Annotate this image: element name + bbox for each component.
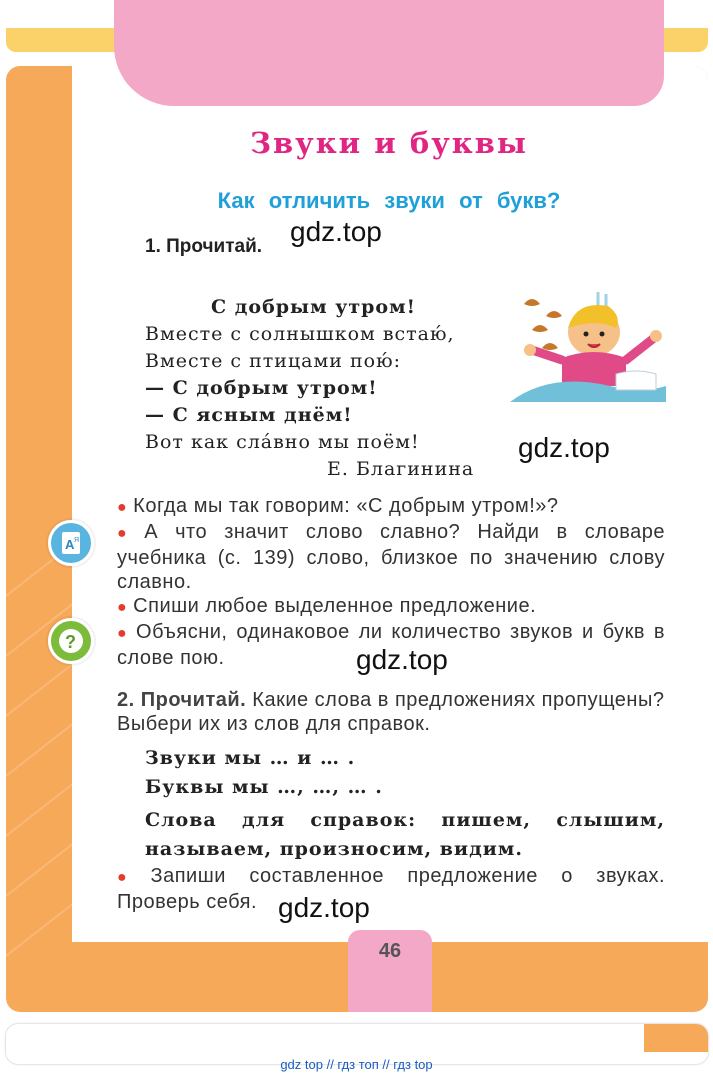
task1-label: 1. Прочитай. xyxy=(145,236,263,257)
poem xyxy=(145,294,505,483)
task2-intro xyxy=(117,688,665,736)
page-number: 46 xyxy=(378,940,402,962)
poem-line: Вот как сла́вно мы поём! xyxy=(145,431,420,453)
bullet-item: ● Объясни, одинаковое ли количество звуков и букв в слове пою. xyxy=(117,621,665,669)
poem-line: — С добрым утром! xyxy=(145,377,378,399)
boy-waking-illustration xyxy=(506,290,666,402)
bullet-item: ● А что значит слово славно? Найди в словаре учебника (с. 139) слово, близкое по значению слову славно. xyxy=(117,521,666,593)
watermark: gdz.top xyxy=(356,644,448,675)
watermark: gdz.top xyxy=(290,216,382,247)
bullet-item: ● Спиши любое выделенное предложение. xyxy=(117,595,537,617)
poem-author: Е. Благинина xyxy=(327,458,475,480)
svg-text:?: ? xyxy=(65,632,76,652)
task2-sentences xyxy=(145,744,665,864)
svg-text:Я: Я xyxy=(74,537,80,544)
bullet-item: ● Когда мы так говорим: «С добрым утром!»? xyxy=(117,495,559,517)
task2-bullet: ● Запиши составленное предложение о звуках. Проверь себя. xyxy=(117,865,666,913)
watermark: gdz.top xyxy=(518,432,610,463)
poem-line: Вместе с солнышком встаю́, xyxy=(145,323,455,345)
question-icon xyxy=(48,618,94,664)
dictionary-icon xyxy=(48,520,94,566)
bottom-banner[interactable]: gdz top // гдз топ // гдз top xyxy=(280,1057,433,1072)
page-title: Звуки и буквы xyxy=(250,126,528,160)
poem-line: Вместе с птицами пою́: xyxy=(145,350,402,372)
task2-label: 2. Прочитай. xyxy=(117,689,247,711)
watermark: gdz.top xyxy=(278,892,370,923)
reference-words: Слова для справок: пишем, слышим, называем, произносим, видим. xyxy=(145,809,665,860)
poem-line: — С ясным днём! xyxy=(145,404,353,426)
next-page-corner xyxy=(644,1024,708,1052)
header-band xyxy=(114,0,664,106)
task2-intro-text: Какие слова в предложениях пропущены? Выбери их из слов для справок. xyxy=(117,689,665,735)
sentence-line: Буквы мы …, …, … . xyxy=(145,776,383,798)
svg-text:A: A xyxy=(65,537,75,552)
sentence-line: Звуки мы … и … . xyxy=(145,747,356,769)
poem-title: С добрым утром! xyxy=(211,296,416,318)
page-subtitle: Как отличить звуки от букв? xyxy=(217,188,561,213)
